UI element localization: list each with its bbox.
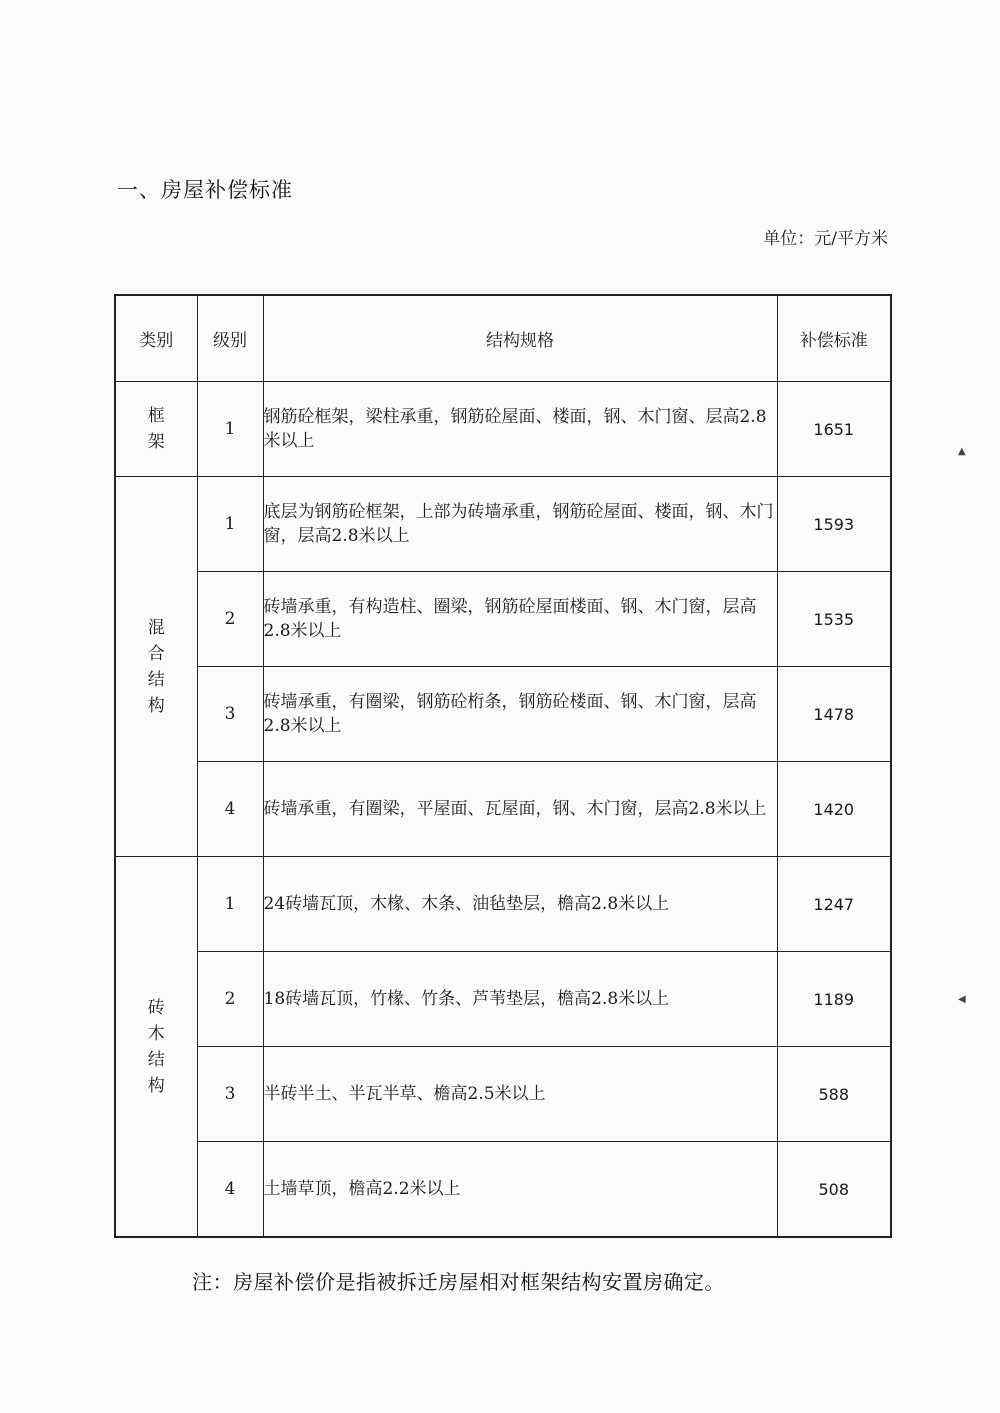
- category-cell-brick-wood: 砖木结构: [115, 857, 197, 1238]
- spec-cell: 24砖墙瓦顶，木椽、木条、油毡垫层，檐高2.8米以上: [263, 857, 777, 952]
- table-row: [115, 857, 891, 952]
- standard-cell: 508: [777, 1142, 891, 1238]
- footnote: 注：房屋补偿价是指被拆迁房屋相对框架结构安置房确定。: [192, 1270, 725, 1294]
- grade-cell: 1: [197, 382, 263, 477]
- spec-cell: 钢筋砼框架，梁柱承重，钢筋砼屋面、楼面，钢、木门窗、层高2.8米以上: [263, 382, 777, 477]
- header-standard: 补偿标准: [777, 295, 891, 382]
- standard-cell: 1651: [777, 382, 891, 477]
- grade-cell: 4: [197, 1142, 263, 1238]
- table-row: [115, 477, 891, 572]
- table-row: [115, 1142, 891, 1238]
- scan-speck: ▲: [958, 446, 966, 457]
- spec-cell: 砖墙承重，有圈梁，钢筋砼桁条，钢筋砼楼面、钢、木门窗，层高2.8米以上: [263, 667, 777, 762]
- spec-cell: 半砖半土、半瓦半草、檐高2.5米以上: [263, 1047, 777, 1142]
- table-row: [115, 952, 891, 1047]
- standard-cell: 1478: [777, 667, 891, 762]
- header-grade: 级别: [197, 295, 263, 382]
- category-cell-mixed: 混合结构: [115, 477, 197, 857]
- standard-cell: 1593: [777, 477, 891, 572]
- standard-cell: 1189: [777, 952, 891, 1047]
- standard-cell: 1535: [777, 572, 891, 667]
- section-heading: 一、房屋补偿标准: [117, 178, 293, 202]
- grade-cell: 3: [197, 1047, 263, 1142]
- grade-cell: 1: [197, 477, 263, 572]
- grade-cell: 1: [197, 857, 263, 952]
- table-row: [115, 762, 891, 857]
- table-row: [115, 1047, 891, 1142]
- standard-cell: 1420: [777, 762, 891, 857]
- table-row: [115, 667, 891, 762]
- category-cell-frame: 框架: [115, 382, 197, 477]
- spec-cell: 砖墙承重，有圈梁，平屋面、瓦屋面，钢、木门窗，层高2.8米以上: [263, 762, 777, 857]
- spec-cell: 底层为钢筋砼框架，上部为砖墙承重，钢筋砼屋面、楼面，钢、木门窗，层高2.8米以上: [263, 477, 777, 572]
- standard-cell: 1247: [777, 857, 891, 952]
- spec-cell: 18砖墙瓦顶，竹椽、竹条、芦苇垫层，檐高2.8米以上: [263, 952, 777, 1047]
- header-spec: 结构规格: [263, 295, 777, 382]
- standard-cell: 588: [777, 1047, 891, 1142]
- spec-cell: 土墙草顶，檐高2.2米以上: [263, 1142, 777, 1238]
- scan-speck: ◀: [958, 994, 966, 1005]
- spec-cell: 砖墙承重，有构造柱、圈梁，钢筋砼屋面楼面、钢、木门窗，层高2.8米以上: [263, 572, 777, 667]
- grade-cell: 2: [197, 572, 263, 667]
- grade-cell: 3: [197, 667, 263, 762]
- grade-cell: 4: [197, 762, 263, 857]
- table-header-row: [115, 295, 891, 382]
- table-row: [115, 382, 891, 477]
- header-category: 类别: [115, 295, 197, 382]
- unit-label: 单位：元/平方米: [763, 229, 888, 249]
- grade-cell: 2: [197, 952, 263, 1047]
- compensation-table: [114, 294, 892, 1238]
- table-row: [115, 572, 891, 667]
